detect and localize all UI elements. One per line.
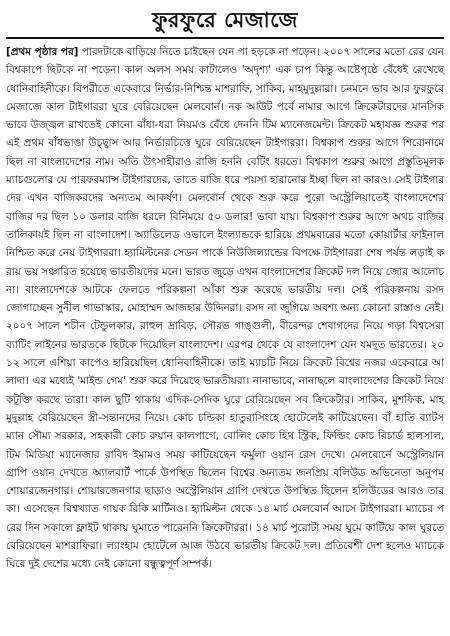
- headline: ফুরফুরে মেজাজে: [152, 8, 298, 32]
- article-body: [6, 43, 444, 574]
- jump-label: [প্রথম পৃষ্ঠার পর]: [6, 46, 79, 58]
- article-body-text: পারদটাকে বাড়িয়ে নিতে চাইছেন যেন পা হড়কে না পড়েন। ২০০৭ সালের মতো রের যেন বিশ্বকাপে ছিটকে না পড়েন। কাল অলস সময় কাটালেও 'অদৃশ্য' এক চাপ কিন্তু আষ্টেপৃষ্ঠে বেঁধেই রেখেছে ধোনিবাহিনীকে। বিপরীতে একেবারে নির্ভার-নিশ্চিন্ত মাশরাফি, সাকিব, মাহমুদুল্লারা। চনমনে ভাব আর ফুরফুরে মেজাজে কাল টাইগাররা ঘুরে বেরিয়েছেন মেলবোর্ন। নক আউট পর্বে নামার আগে ক্রিকেটারদের মানসিকভাবে উজ্জ্বল রাখতেই কোনো বাঁধা-ধরা নিয়মও বেঁধে দেননি টিম ম্যানেজমেন্ট। ক্রিকেট মহাযজ্ঞ শুরুর পর এই প্রথম বাঁধভাঙা উচ্ছ্বাস আর নির্ভারচিত্তে ঘুরে বেরিয়েছেন টাইগাররা। বিশ্বকাপ শুরুর আগে শিরোনামে ছিল না বাংলাদেশের নাম। অতি উৎসাহীরাও রাজি হননি বেটিং ধরতে। বিশ্বকাপ শুরুর আগে প্রস্তুতিমূলক ম্যাচগুলোর যে পারফরম্যান্স টাইগারদের, তাতে বাজি ধরে পয়সা হারানোর ইচ্ছা ছিল না কারও। সেই টাইগারদের এখন বাজিকরদের অন্যতম আকর্ষণ। মেলবোর্ন থেকে শুরু করে পুরো অস্ট্রেলিয়াতেই বাংলাদেশের বাজির দর ছিল ১০ ডলার বাজি ধরলে বিনিময়ে ৫০ ডলার! ভাবা যায়। বিশ্বকাপ শুরুর আগে অথচ বাজির তালিকায়ই ছিল না বাংলাদেশ। অ্যাডিলেড ওভালে ইংল্যান্ডকে হারিয়ে প্রথমবারের মতো কোয়ার্টার ফাইনাল নিশ্চিত করে নেয় টাইগাররা। হ্যামিল্টনের সেডন পার্কে নিউজিল্যান্ডের বিপক্ষে টাইগাররা শেষ পর্যন্ত লড়াই করায় ভয় সঞ্চারিত হয়েছে ভারতীয়দের মনে। ভারত জুড়ে এখন বাংলাদেশের ক্রিকেট দল নিয়ে জোর আলোচনা। বাংলাদেশকে আটকে ফেলতে পরিকল্পনা আঁকা শুরু করেছে ভারতীয় দল। সেই পরিকল্পনায় রসদ জোগাচ্ছেন সুনীল গাভাস্কার, মোহাম্মদ আজহার উদ্দিনরা। রসদ না জুগিয়ে অবশ্য অন্য কোনো রাস্তাও নেই। ২০০৭ সালে শচীন টেন্ডুলকার, রাহুল দ্রাবিড়, সৌরভ গাঙ্গুলী, বীরেন্দর শেবাগদের নিয়ে গড়া বিশ্বসেরা ব্যাটিং লাইনের ভারতকে ছিটকে দিয়েছিল বাংলাদেশ। এরপর থেকে যে বাংলাদেশ যেন যমদূত ভারতের। ২০১২ সালে এশিয়া কাপেও হারিয়েছিল ধোনিবাহিনীকে। তাই ম্যাচটি নিয়ে ক্রিকেট বিশ্বের নজর একেবারে আলাদা। এর মধ্যেই 'মাইন্ড গেম' শুরু করে দিয়েছে ভারতীয়রা। নানাভাবে, নানাছলে বাংলাদেশের ক্রিকেট নিয়ে কটূক্তি করছে তারা। কাল ছুটি থাকায় এদিক-সেদিক ঘুরে বেরিয়েছেন সব ক্রিকেটার। সাকিব, মুশফিক, মাহমুদুল্লাহ বেরিয়েছেন স্ত্রী-সন্তানদের নিয়ে। কোচ চন্ডিকা হাতুরাসিংহে হোটেলেই কাটিয়েছেন। বাঁ হাতি ব্যাটসম্যান সৌম্য সরকার, সহকারী কোচ রুয়ান কালপাগে, বোলিং কোচ হিথ স্ট্রিক, ফিল্ডিং কোচ রিচার্ড হালসাল, টিম মিডিয়া ম্যানেজার রাবিদ ইমামও সময় কাটিয়েছেন ফর্মুলা ওয়ান রেস দেখে। মেলবোর্নে অস্ট্রেলিয়ান গ্রাপি ওয়ান দেখতে অ্যালবার্ট পার্কে উপস্থিত ছিলেন বিশ্বের অন্যতম জনপ্রিয় বলিউড অভিনেতা অনুপম শোয়ারজেনগার। শোয়ারজেনগার ছাড়াও অস্ট্রেলিয়ান গ্রাপি দেখতে উপস্থিত ছিলেন হলিউডের আরও তারকা। এসেছেন বিশ্বখ্যাত গায়ক রিকি মার্টিনও। হ্যামিল্টন থেকে ১৪ মার্চ মেলবোর্ন আসে টাইগাররা। ম্যাচের পরের দিন সকালে ফ্লাইট থাকায় ঘুমাতে পারেননি ক্রিকেটাররা। ১৪ মার্চ পুরোটা সময় ঘুমে কাটিয়ে কাল ঘুরতে বেরিয়েছেন মাশরাফিরা। ল্যাংহাম হোটেলে আজ উঠবে ভারতীয় ক্রিকেট দল। প্রতিবেশী দেশ হলেও ম্যাচকে ঘিরে দুই দেশের মধ্যে নেই কোনো বন্ধুত্বপূর্ণ সম্পর্ক।: [6, 46, 444, 571]
- headline-rule: [6, 37, 444, 39]
